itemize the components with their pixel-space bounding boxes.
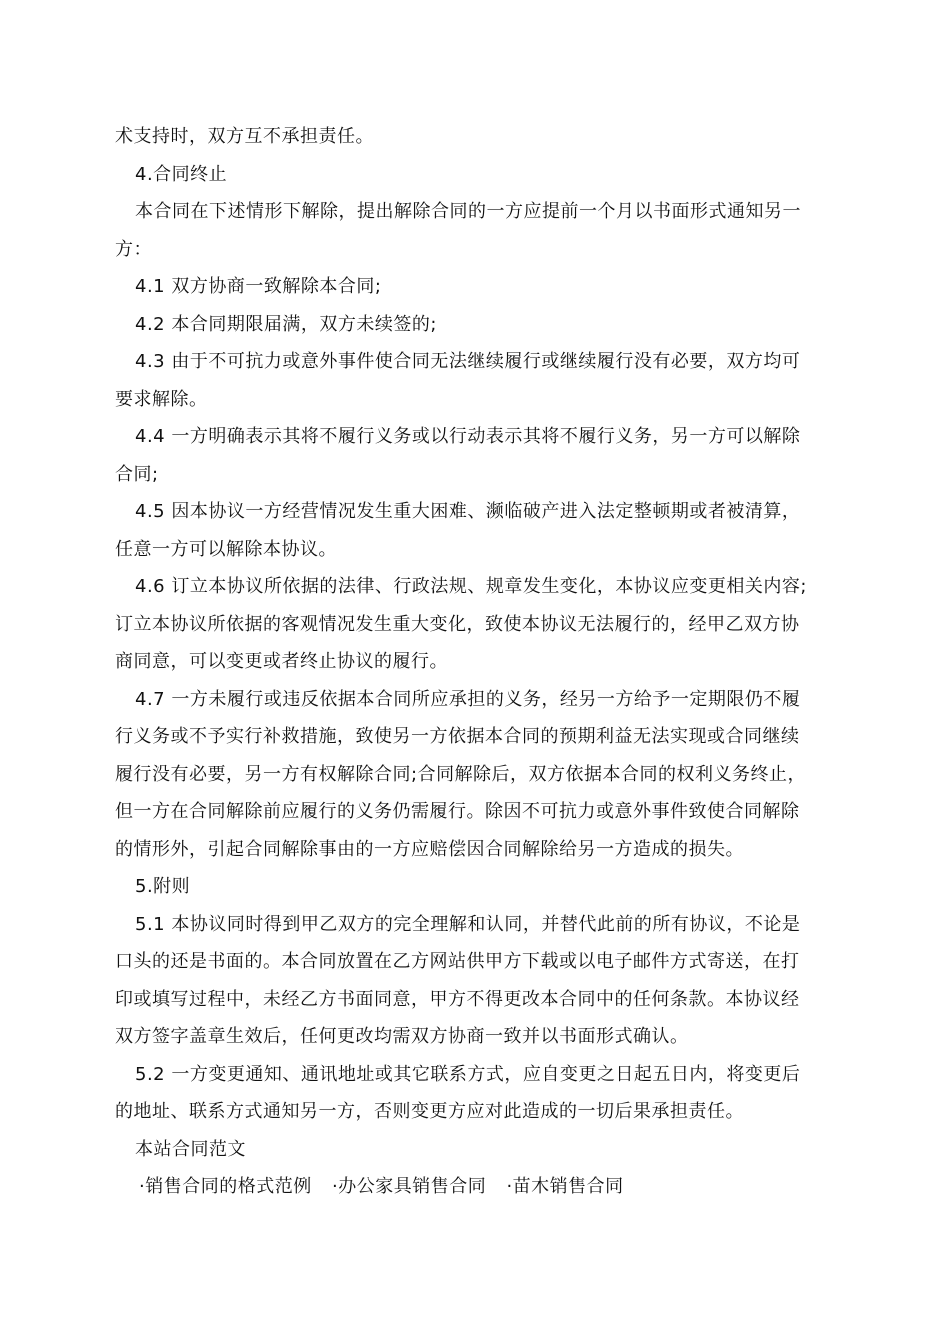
text-line: 但一方在合同解除前应履行的义务仍需履行。除因不可抗力或意外事件致使合同解除 <box>115 801 800 822</box>
text-line: 本合同在下述情形下解除，提出解除合同的一方应提前一个月以书面形式通知另一 <box>135 201 801 222</box>
text-line: 的情形外，引起合同解除事由的一方应赔偿因合同解除给另一方造成的损失。 <box>115 838 744 860</box>
clause-line: 4.7 一方未履行或违反依据本合同所应承担的义务，经另一方给予一定期限仍不履 <box>135 688 801 710</box>
related-heading: 本站合同范文 <box>135 1138 246 1160</box>
text-line: 的地址、联系方式通知另一方，否则变更方应对此造成的一切后果承担责任。 <box>115 1101 744 1122</box>
text-line: 商同意，可以变更或者终止协议的履行。 <box>115 651 448 672</box>
clause-line: 5.2 一方变更通知、通讯地址或其它联系方式，应自变更之日起五日内，将变更后 <box>135 1063 801 1085</box>
text-line: 履行没有必要，另一方有权解除合同;合同解除后，双方依据本合同的权利义务终止， <box>115 763 807 785</box>
document-page <box>115 118 837 1206</box>
clause-line: 4.5 因本协议一方经营情况发生重大困难、濒临破产进入法定整顿期或者被清算， <box>135 501 801 522</box>
text-line: 双方签字盖章生效后，任何更改均需双方协商一致并以书面形式确认。 <box>115 1026 689 1047</box>
text-line: 合同; <box>115 463 159 485</box>
clause-line: 4.6 订立本协议所依据的法律、行政法规、规章发生变化，本协议应变更相关内容; <box>135 576 807 597</box>
related-links <box>115 1168 837 1206</box>
text-line: 方： <box>115 238 152 260</box>
text-line: 要求解除。 <box>115 388 208 410</box>
text-line: 任意一方可以解除本协议。 <box>115 538 337 560</box>
section-heading: 4.合同终止 <box>135 163 228 185</box>
related-link-office-furniture[interactable]: ·办公家具销售合同 <box>331 1176 487 1197</box>
clause-line: 4.4 一方明确表示其将不履行义务或以行动表示其将不履行义务，另一方可以解除 <box>135 426 801 447</box>
clause-line: 4.3 由于不可抗力或意外事件使合同无法继续履行或继续履行没有必要，双方均可 <box>135 351 801 372</box>
related-link-sales-format[interactable]: ·销售合同的格式范例 <box>139 1176 312 1197</box>
clause-line: 4.2 本合同期限届满，双方未续签的; <box>135 313 437 335</box>
text-line: 印或填写过程中，未经乙方书面同意，甲方不得更改本合同中的任何条款。本协议经 <box>115 988 800 1010</box>
related-link-seedlings[interactable]: ·苗木销售合同 <box>506 1176 624 1197</box>
section-heading: 5.附则 <box>135 876 191 897</box>
text-line: 订立本协议所依据的客观情况发生重大变化，致使本协议无法履行的，经甲乙双方协 <box>115 613 800 635</box>
text-line: 口头的还是书面的。本合同放置在乙方网站供甲方下载或以电子邮件方式寄送，在打 <box>115 951 800 972</box>
text-line: 术支持时，双方互不承担责任。 <box>115 126 374 147</box>
clause-line: 5.1 本协议同时得到甲乙双方的完全理解和认同，并替代此前的所有协议，不论是 <box>135 913 801 935</box>
clause-line: 4.1 双方协商一致解除本合同; <box>135 276 382 297</box>
text-line: 行义务或不予实行补救措施，致使另一方依据本合同的预期利益无法实现或合同继续 <box>115 726 800 747</box>
